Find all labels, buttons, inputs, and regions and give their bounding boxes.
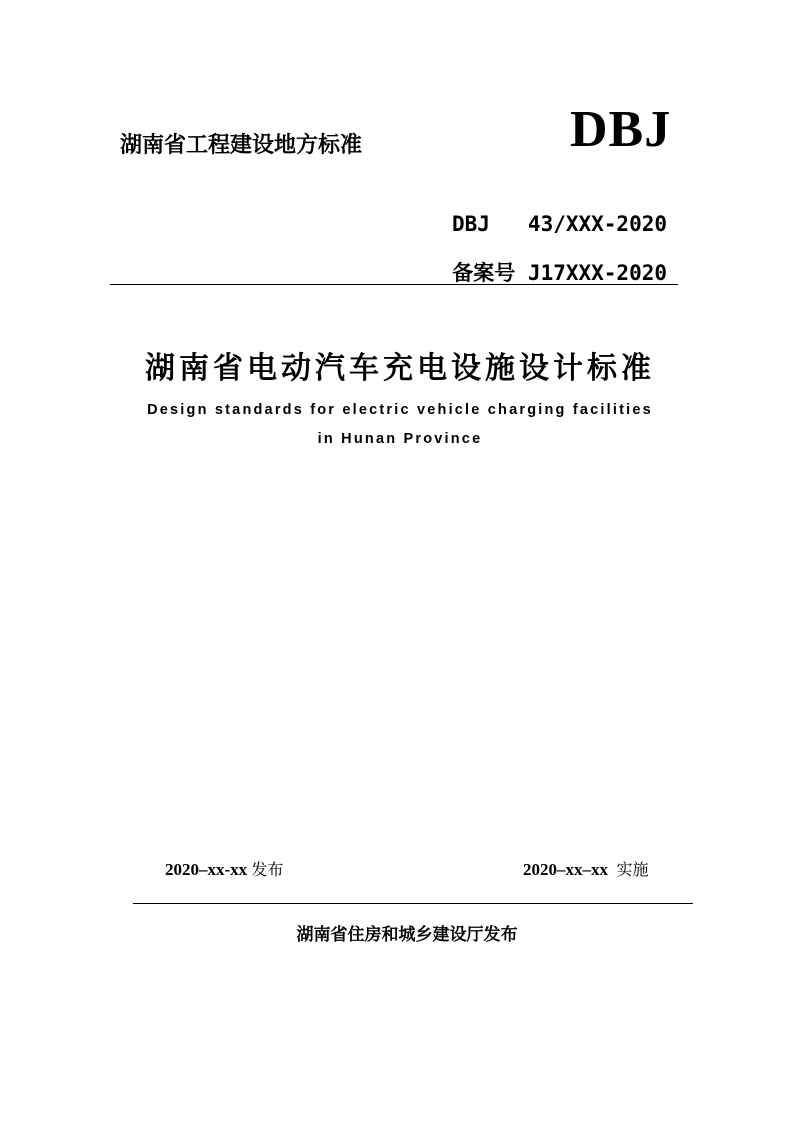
top-divider (110, 284, 678, 285)
issue-label: 发布 (251, 860, 284, 879)
standard-number: 43/XXX-2020 (527, 212, 667, 236)
document-title-english-line2: in Hunan Province (317, 431, 483, 447)
standard-category: 湖南省工程建设地方标准 (120, 133, 363, 158)
dbj-logo: DBJ (570, 101, 672, 158)
document-title-english-line1: Design standards for electric vehicle charging facilities (147, 402, 653, 418)
record-label: 备案号 (452, 261, 516, 285)
document-title-chinese: 湖南省电动汽车充电设施设计标准 (145, 351, 655, 386)
implementation-date (523, 857, 649, 880)
publisher: 湖南省住房和城乡建设厅发布 (296, 925, 518, 945)
implementation-date-value: 2020–xx–xx (523, 860, 608, 879)
record-number: J17XXX-2020 (527, 261, 667, 285)
issue-date (165, 857, 283, 880)
implementation-label: 实施 (616, 860, 649, 879)
standard-prefix: DBJ (451, 212, 490, 236)
record-number-line (452, 257, 667, 287)
bottom-divider (133, 903, 693, 904)
issue-date-value: 2020–xx-xx (165, 860, 248, 879)
standard-code (452, 212, 667, 236)
